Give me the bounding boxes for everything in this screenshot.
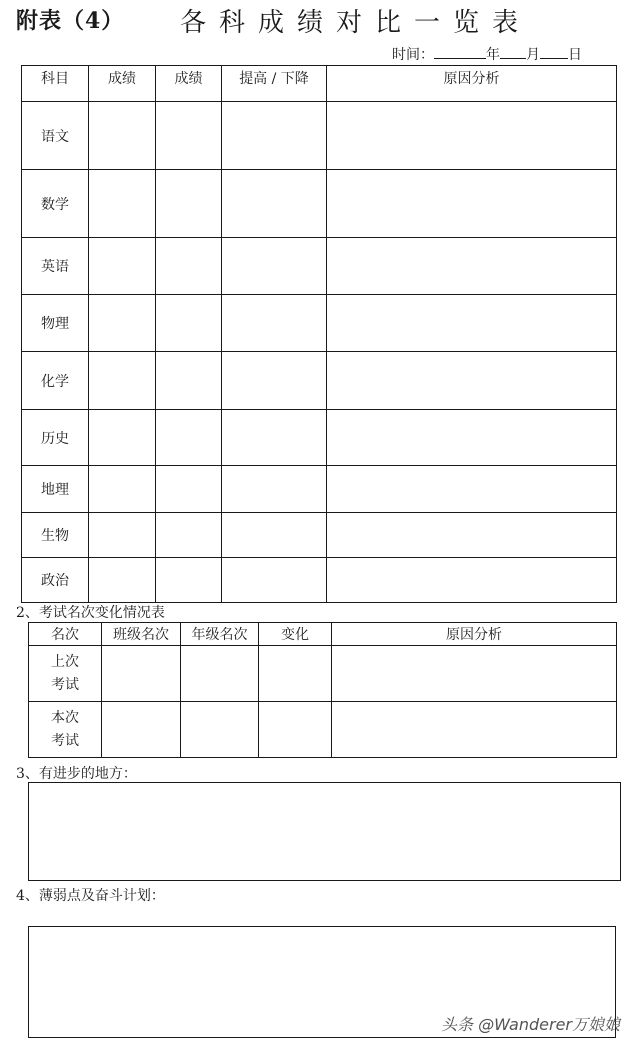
reason-cell[interactable] (327, 466, 617, 513)
subject-cell: 生物 (22, 513, 89, 558)
change-cell[interactable] (222, 558, 327, 603)
reason-cell[interactable] (327, 352, 617, 410)
header-score-1: 成绩 (89, 66, 156, 102)
table-row (22, 513, 617, 558)
rank-change-cell[interactable] (259, 702, 332, 758)
exam-label-line1: 上次 (51, 653, 79, 670)
subject-cell: 化学 (22, 352, 89, 410)
rank-change-cell[interactable] (259, 646, 332, 702)
score-cell-2[interactable] (156, 295, 222, 352)
header-reason: 原因分析 (327, 66, 617, 102)
header-subject: 科目 (22, 66, 89, 102)
header-grade-rank: 年级名次 (181, 623, 259, 646)
table-header-row (22, 66, 617, 102)
subject-cell: 数学 (22, 170, 89, 238)
class-rank-cell[interactable] (102, 702, 181, 758)
table-row (22, 352, 617, 410)
table-row (22, 466, 617, 513)
change-cell[interactable] (222, 352, 327, 410)
section-4-label: 4、薄弱点及奋斗计划： (16, 888, 165, 904)
rank-reason-cell[interactable] (332, 702, 617, 758)
score-cell-2[interactable] (156, 410, 222, 466)
rank-change-table (28, 622, 617, 758)
table-row (22, 558, 617, 603)
page-title: 各科成绩对比一览表 (180, 8, 532, 38)
table-row (22, 410, 617, 466)
reason-cell[interactable] (327, 295, 617, 352)
table-row (22, 102, 617, 170)
month-blank[interactable] (500, 44, 526, 59)
subject-cell: 地理 (22, 466, 89, 513)
header-rank-reason: 原因分析 (332, 623, 617, 646)
day-blank[interactable] (540, 44, 568, 59)
header-class-rank: 班级名次 (102, 623, 181, 646)
table-row (22, 170, 617, 238)
year-label: 年 (486, 47, 500, 63)
reason-cell[interactable] (327, 410, 617, 466)
score-cell-2[interactable] (156, 513, 222, 558)
progress-notes-box[interactable] (28, 782, 621, 881)
score-cell-2[interactable] (156, 102, 222, 170)
score-cell-1[interactable] (89, 102, 156, 170)
reason-cell[interactable] (327, 102, 617, 170)
appendix-label: 附表（4） (16, 8, 125, 34)
score-cell-2[interactable] (156, 466, 222, 513)
change-cell[interactable] (222, 238, 327, 295)
exam-label-line2: 考试 (51, 732, 79, 749)
reason-cell[interactable] (327, 170, 617, 238)
subject-cell: 英语 (22, 238, 89, 295)
header-score-2: 成绩 (156, 66, 222, 102)
change-cell[interactable] (222, 513, 327, 558)
subject-cell: 政治 (22, 558, 89, 603)
header-change: 提高 / 下降 (222, 66, 327, 102)
rank-reason-cell[interactable] (332, 646, 617, 702)
day-label: 日 (568, 47, 582, 63)
score-cell-1[interactable] (89, 295, 156, 352)
table-row (22, 295, 617, 352)
class-rank-cell[interactable] (102, 646, 181, 702)
score-cell-1[interactable] (89, 466, 156, 513)
exam-label-line2: 考试 (51, 676, 79, 693)
score-cell-2[interactable] (156, 238, 222, 295)
score-cell-1[interactable] (89, 352, 156, 410)
change-cell[interactable] (222, 295, 327, 352)
score-cell-1[interactable] (89, 513, 156, 558)
score-cell-2[interactable] (156, 170, 222, 238)
grade-rank-cell[interactable] (181, 646, 259, 702)
subject-cell: 语文 (22, 102, 89, 170)
table-row (22, 238, 617, 295)
subject-cell: 物理 (22, 295, 89, 352)
table-row (29, 702, 617, 758)
watermark: 头条 @Wanderer万娘娘 (441, 1015, 620, 1034)
reason-cell[interactable] (327, 238, 617, 295)
score-cell-2[interactable] (156, 352, 222, 410)
reason-cell[interactable] (327, 513, 617, 558)
table-header-row (29, 623, 617, 646)
change-cell[interactable] (222, 410, 327, 466)
change-cell[interactable] (222, 466, 327, 513)
header-rank-change: 变化 (259, 623, 332, 646)
score-cell-1[interactable] (89, 558, 156, 603)
exam-label-cell (29, 646, 102, 702)
date-line (392, 44, 582, 64)
table-row (29, 646, 617, 702)
section-3-label: 3、有进步的地方： (16, 766, 137, 782)
change-cell[interactable] (222, 170, 327, 238)
header-rank: 名次 (29, 623, 102, 646)
subject-comparison-table (21, 65, 617, 603)
exam-label-line1: 本次 (51, 709, 79, 726)
date-label: 时间： (392, 47, 434, 63)
grade-rank-cell[interactable] (181, 702, 259, 758)
score-cell-1[interactable] (89, 170, 156, 238)
subject-cell: 历史 (22, 410, 89, 466)
year-blank[interactable] (434, 44, 486, 59)
score-cell-2[interactable] (156, 558, 222, 603)
score-cell-1[interactable] (89, 410, 156, 466)
section-2-label: 2、考试名次变化情况表 (16, 605, 165, 621)
change-cell[interactable] (222, 102, 327, 170)
exam-label-cell (29, 702, 102, 758)
month-label: 月 (526, 47, 540, 63)
score-cell-1[interactable] (89, 238, 156, 295)
reason-cell[interactable] (327, 558, 617, 603)
